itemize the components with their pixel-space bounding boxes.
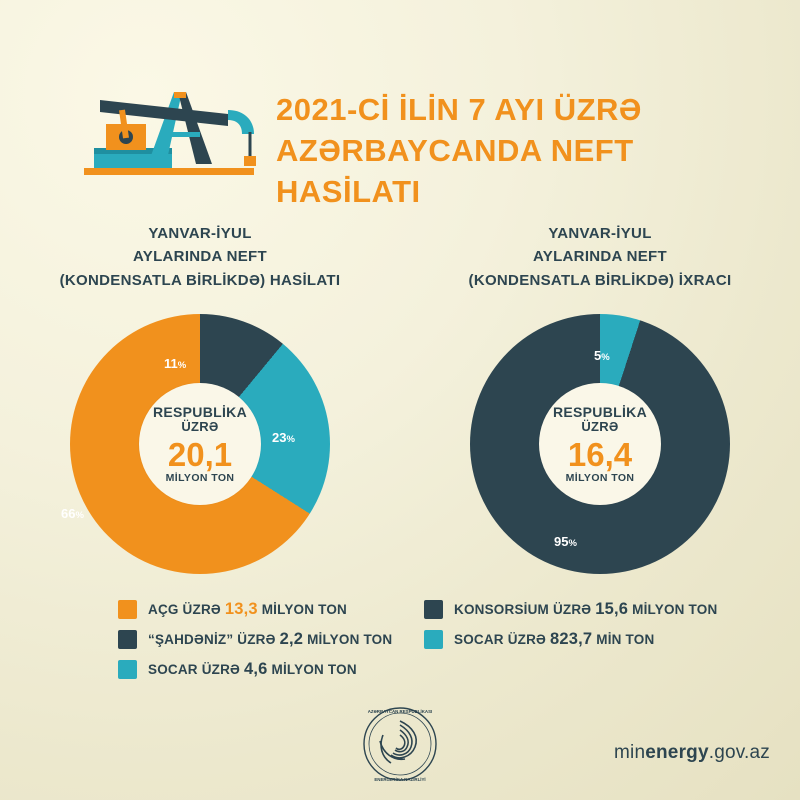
legend-value: 2,2 [279,630,304,648]
panel-title-line-2: AYLARINDA NEFT [533,248,667,266]
slice-label-shahdeniz: 11% [164,356,187,371]
donut-chart-production [61,314,330,574]
site-suffix: .gov.az [708,742,770,763]
legend-item [0,660,400,679]
center-unit: MİLYON TON [565,472,635,485]
legend-unit: MİLYON TON [632,602,718,617]
azerbaijan-energy-ministry-emblem [355,705,445,783]
legend-swatch-icon [118,660,137,679]
legend-item [0,630,400,649]
legend-item [400,630,800,649]
donut-center-label [539,383,661,505]
title-line-2: AZƏRBAYCANDA NEFT HASİLATI [276,132,634,209]
legend-item [400,600,800,619]
legend-name: KONSORSİUM ÜZRƏ [454,602,592,617]
legend-name: SOCAR ÜZRƏ [454,632,547,647]
legend-name: SOCAR ÜZRƏ [148,662,241,677]
legend-swatch-icon [118,600,137,619]
title-line-1: 2021-Cİ İLİN 7 AYI ÜZRƏ [276,92,642,127]
legend-unit: MİLYON TON [271,662,357,677]
website-url[interactable] [614,742,770,764]
panel-title-line-3: (KONDENSATLA BİRLİKDƏ) HASİLATI [59,271,341,289]
legend-swatch-icon [424,630,443,649]
chart-panel-production [0,222,400,702]
legend-value: 823,7 [550,630,593,648]
panel-title-line-1: YANVAR-İYUL [148,225,252,242]
legend-value: 15,6 [595,600,629,618]
legend-swatch-icon [118,630,137,649]
legend-label [454,600,717,619]
panel-title-line-1: YANVAR-İYUL [548,225,652,242]
center-unit: MİLYON TON [165,472,235,485]
slice-label-konsorsium: 95% [554,534,577,549]
slice-label-socar: 23% [272,430,295,445]
donut-center-label [139,383,261,505]
legend-export [400,600,800,660]
legend-value: 13,3 [224,600,258,618]
panel-title-line-3: (KONDENSATLA BİRLİKDƏ) İXRACI [468,271,732,289]
svg-text:AZƏRBAYCAN RESPUBLİKASI: AZƏRBAYCAN RESPUBLİKASI [367,709,433,714]
legend-label [148,600,347,619]
header [0,0,800,209]
center-label-line-2: ÜZRƏ [181,419,219,435]
legend-production [0,600,400,690]
legend-name: AÇG ÜZRƏ [148,602,221,617]
legend-unit: MİLYON TON [261,602,347,617]
legend-value: 4,6 [244,660,268,678]
legend-name: “ŞAHDƏNİZ” ÜZRƏ [148,632,276,647]
oil-pumpjack-icon [78,52,268,182]
legend-label [148,630,392,649]
legend-unit: MİLYON TON [307,632,393,647]
legend-unit: MİN TON [596,632,655,647]
center-label-line-1: RESPUBLİKA [552,403,647,420]
slice-label-acg: 66% [61,506,84,521]
donut-chart-export [470,314,730,574]
legend-swatch-icon [424,600,443,619]
center-value: 20,1 [167,436,233,474]
center-label-line-1: RESPUBLİKA [152,403,247,420]
center-label-line-2: ÜZRƏ [581,419,619,435]
panel-title-export [400,222,800,292]
page-title [276,90,786,213]
svg-text:ENERGETİKA NAZİRLİYİ: ENERGETİKA NAZİRLİYİ [374,777,426,782]
site-bold: energy [645,742,709,763]
panel-title-line-2: AYLARINDA NEFT [133,248,267,266]
slice-label-socar-export: 5% [594,348,610,363]
panel-title-production [0,222,400,292]
legend-label [454,630,654,649]
center-value: 16,4 [567,436,633,474]
legend-label [148,660,357,679]
chart-panel-export [400,222,800,702]
legend-item [0,600,400,619]
site-prefix: min [614,742,646,763]
